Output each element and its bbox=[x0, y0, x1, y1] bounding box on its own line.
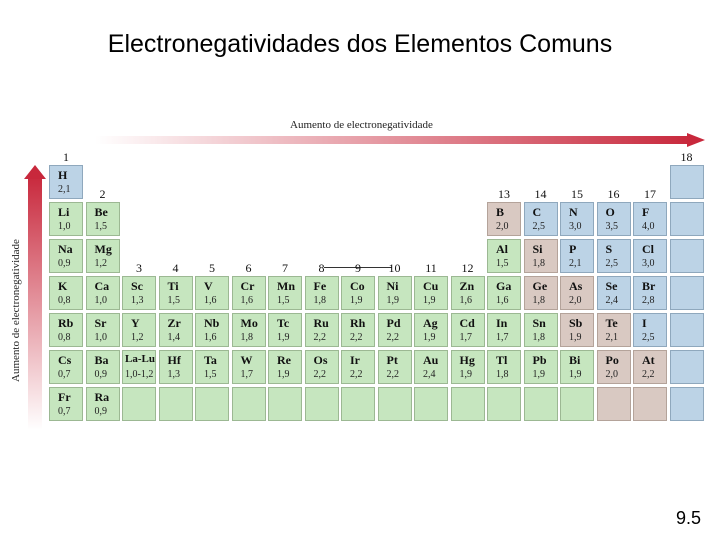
electronegativity-value: 1,6 bbox=[204, 332, 217, 343]
left-axis-label: Aumento de electronegatividade bbox=[10, 239, 22, 382]
element-symbol: Ir bbox=[350, 353, 360, 367]
element-symbol: Br bbox=[642, 279, 656, 293]
element-cell-as bbox=[560, 276, 594, 310]
electronegativity-value: 1,0 bbox=[58, 221, 71, 232]
empty-cell bbox=[232, 387, 266, 421]
group-label-7: 7 bbox=[282, 261, 288, 275]
element-cell-os bbox=[305, 350, 339, 384]
element-cell-ca bbox=[86, 276, 120, 310]
electronegativity-value: 1,9 bbox=[277, 332, 290, 343]
group-label-4: 4 bbox=[172, 261, 179, 275]
empty-cell bbox=[670, 165, 704, 199]
element-cell-hg bbox=[451, 350, 485, 384]
element-cell-zr bbox=[159, 313, 193, 347]
electronegativity-value: 1,7 bbox=[496, 332, 509, 343]
element-symbol: Pt bbox=[386, 353, 398, 367]
element-cell-fe bbox=[305, 276, 339, 310]
element-cell-li bbox=[49, 202, 83, 236]
electronegativity-value: 1,9 bbox=[423, 295, 436, 306]
group-label-10: 10 bbox=[388, 261, 401, 275]
empty-cell bbox=[597, 387, 631, 421]
electronegativity-value: 3,0 bbox=[569, 221, 582, 232]
group-label-15: 15 bbox=[571, 187, 583, 201]
element-symbol: Cl bbox=[642, 242, 654, 256]
element-symbol: Se bbox=[605, 279, 618, 293]
top-gradient-arrow bbox=[95, 133, 705, 147]
electronegativity-value: 1,9 bbox=[350, 295, 363, 306]
electronegativity-value: 1,9 bbox=[569, 369, 582, 380]
element-symbol: P bbox=[569, 242, 577, 256]
element-cell-hf bbox=[159, 350, 193, 384]
element-symbol: Hf bbox=[167, 353, 181, 367]
empty-cell bbox=[670, 387, 704, 421]
element-symbol: Zn bbox=[459, 279, 475, 293]
element-cell-sc bbox=[122, 276, 156, 310]
element-symbol: B bbox=[496, 205, 505, 219]
element-symbol: Cr bbox=[240, 279, 255, 293]
electronegativity-value: 1,8 bbox=[532, 332, 545, 343]
electronegativity-value: 1,6 bbox=[459, 295, 472, 306]
element-cell-tc bbox=[268, 313, 302, 347]
electronegativity-value: 1,0-1,2 bbox=[125, 369, 154, 380]
element-symbol: Mg bbox=[94, 242, 112, 256]
element-symbol: Nb bbox=[204, 316, 220, 330]
empty-cell bbox=[414, 387, 448, 421]
electronegativity-value: 2,2 bbox=[386, 369, 399, 380]
electronegativity-value: 2,2 bbox=[386, 332, 399, 343]
electronegativity-value: 0,7 bbox=[58, 369, 71, 380]
element-cell-h bbox=[49, 165, 83, 199]
electronegativity-value: 1,3 bbox=[167, 369, 180, 380]
electronegativity-value: 1,9 bbox=[569, 332, 582, 343]
element-cell-f bbox=[633, 202, 667, 236]
element-cell-c bbox=[524, 202, 558, 236]
element-cell-ti bbox=[159, 276, 193, 310]
electronegativity-value: 1,7 bbox=[240, 369, 253, 380]
electronegativity-value: 1,8 bbox=[313, 295, 326, 306]
element-cell-au bbox=[414, 350, 448, 384]
element-symbol: Be bbox=[94, 205, 108, 219]
element-cell-la-lu bbox=[122, 350, 156, 384]
element-cell-bi bbox=[560, 350, 594, 384]
element-symbol: O bbox=[605, 205, 615, 219]
element-symbol: Ti bbox=[167, 279, 179, 293]
electronegativity-value: 1,0 bbox=[94, 295, 107, 306]
element-cell-fr bbox=[49, 387, 83, 421]
element-symbol: Hg bbox=[459, 353, 475, 367]
electronegativity-value: 3,0 bbox=[642, 258, 655, 269]
element-cell-sn bbox=[524, 313, 558, 347]
empty-cell bbox=[159, 387, 193, 421]
element-cell-ag bbox=[414, 313, 448, 347]
empty-cell bbox=[341, 387, 375, 421]
empty-cell bbox=[305, 387, 339, 421]
element-cell-i bbox=[633, 313, 667, 347]
element-symbol: Mn bbox=[277, 279, 295, 293]
empty-cell bbox=[670, 202, 704, 236]
element-symbol: Ge bbox=[532, 279, 548, 293]
element-symbol: In bbox=[496, 316, 508, 330]
element-symbol: N bbox=[569, 205, 578, 219]
element-symbol: Cd bbox=[459, 316, 475, 330]
element-symbol: Cs bbox=[58, 353, 72, 367]
element-symbol: Sb bbox=[569, 316, 583, 330]
electronegativity-value: 0,7 bbox=[58, 406, 71, 417]
top-axis-label: Aumento de electronegatividade bbox=[290, 119, 433, 131]
electronegativity-value: 2,8 bbox=[642, 295, 655, 306]
electronegativity-value: 1,0 bbox=[94, 332, 107, 343]
electronegativity-value: 2,0 bbox=[569, 295, 582, 306]
electronegativity-value: 1,5 bbox=[496, 258, 509, 269]
element-symbol: Os bbox=[313, 353, 328, 367]
element-symbol: Si bbox=[532, 242, 543, 256]
element-cell-w bbox=[232, 350, 266, 384]
element-cell-nb bbox=[195, 313, 229, 347]
electronegativity-value: 1,2 bbox=[131, 332, 144, 343]
electronegativity-value: 2,1 bbox=[58, 184, 71, 195]
element-symbol: Y bbox=[131, 316, 140, 330]
element-symbol: Ba bbox=[94, 353, 109, 367]
electronegativity-value: 2,2 bbox=[350, 332, 363, 343]
element-cell-pb bbox=[524, 350, 558, 384]
electronegativity-value: 2,5 bbox=[532, 221, 545, 232]
electronegativity-value: 2,2 bbox=[313, 332, 326, 343]
electronegativity-value: 1,5 bbox=[204, 369, 217, 380]
element-symbol: K bbox=[58, 279, 68, 293]
element-cell-ge bbox=[524, 276, 558, 310]
element-cell-cd bbox=[451, 313, 485, 347]
element-symbol: Po bbox=[605, 353, 619, 367]
element-cell-ir bbox=[341, 350, 375, 384]
element-symbol: At bbox=[642, 353, 655, 367]
group-label-5: 5 bbox=[209, 261, 215, 275]
electronegativity-value: 2,2 bbox=[313, 369, 326, 380]
element-cell-mo bbox=[232, 313, 266, 347]
group-label-11: 11 bbox=[425, 261, 437, 275]
element-symbol: Ra bbox=[94, 390, 110, 404]
electronegativity-value: 1,6 bbox=[204, 295, 217, 306]
electronegativity-value: 2,5 bbox=[642, 332, 655, 343]
element-symbol: Re bbox=[277, 353, 291, 367]
element-symbol: Ni bbox=[386, 279, 399, 293]
group-label-9: 9 bbox=[355, 261, 361, 275]
element-cell-mn bbox=[268, 276, 302, 310]
element-symbol: S bbox=[605, 242, 613, 256]
electronegativity-value: 1,2 bbox=[94, 258, 107, 269]
element-symbol: Ru bbox=[313, 316, 329, 330]
group-label-17: 17 bbox=[644, 187, 656, 201]
group-label-6: 6 bbox=[245, 261, 252, 275]
element-symbol: W bbox=[240, 353, 253, 367]
electronegativity-value: 2,4 bbox=[605, 295, 618, 306]
electronegativity-value: 1,7 bbox=[459, 332, 472, 343]
element-cell-pt bbox=[378, 350, 412, 384]
electronegativity-value: 2,1 bbox=[569, 258, 582, 269]
element-symbol: Zr bbox=[167, 316, 181, 330]
electronegativity-value: 1,8 bbox=[532, 258, 545, 269]
electronegativity-value: 1,5 bbox=[167, 295, 180, 306]
empty-cell bbox=[560, 387, 594, 421]
electronegativity-value: 0,8 bbox=[58, 295, 71, 306]
element-symbol: Ag bbox=[423, 316, 438, 330]
element-symbol: Pd bbox=[386, 316, 401, 330]
electronegativity-value: 1,3 bbox=[131, 295, 144, 306]
electronegativity-value: 3,5 bbox=[605, 221, 618, 232]
element-cell-cl bbox=[633, 239, 667, 273]
element-symbol: Tc bbox=[277, 316, 290, 330]
element-symbol: Au bbox=[423, 353, 439, 367]
element-symbol: Fe bbox=[313, 279, 327, 293]
element-cell-mg bbox=[86, 239, 120, 273]
empty-cell bbox=[378, 387, 412, 421]
element-cell-in bbox=[487, 313, 521, 347]
element-cell-o bbox=[597, 202, 631, 236]
element-cell-rb bbox=[49, 313, 83, 347]
element-cell-n bbox=[560, 202, 594, 236]
element-cell-sr bbox=[86, 313, 120, 347]
element-cell-co bbox=[341, 276, 375, 310]
element-cell-po bbox=[597, 350, 631, 384]
element-cell-ni bbox=[378, 276, 412, 310]
group-label-2: 2 bbox=[99, 187, 106, 201]
element-cell-p bbox=[560, 239, 594, 273]
electronegativity-value: 2,5 bbox=[605, 258, 618, 269]
element-symbol: V bbox=[204, 279, 213, 293]
electronegativity-value: 2,2 bbox=[350, 369, 363, 380]
group-label-8: 8 bbox=[318, 261, 325, 275]
element-cell-cs bbox=[49, 350, 83, 384]
element-symbol: Pb bbox=[532, 353, 547, 367]
element-cell-te bbox=[597, 313, 631, 347]
element-cell-re bbox=[268, 350, 302, 384]
element-cell-al bbox=[487, 239, 521, 273]
electronegativity-value: 1,6 bbox=[496, 295, 509, 306]
element-symbol: Tl bbox=[496, 353, 508, 367]
element-symbol: Sn bbox=[532, 316, 546, 330]
empty-cell bbox=[670, 276, 704, 310]
electronegativity-value: 1,9 bbox=[386, 295, 399, 306]
element-cell-si bbox=[524, 239, 558, 273]
electronegativity-value: 1,4 bbox=[167, 332, 180, 343]
element-symbol: C bbox=[532, 205, 542, 219]
empty-cell bbox=[633, 387, 667, 421]
electronegativity-value: 2,2 bbox=[642, 369, 655, 380]
element-cell-s bbox=[597, 239, 631, 273]
electronegativity-value: 1,9 bbox=[423, 332, 436, 343]
element-symbol: Ca bbox=[94, 279, 110, 293]
element-cell-ba bbox=[86, 350, 120, 384]
element-symbol: Li bbox=[58, 205, 70, 219]
element-cell-k bbox=[49, 276, 83, 310]
electronegativity-value: 1,9 bbox=[459, 369, 472, 380]
electronegativity-value: 2,0 bbox=[605, 369, 618, 380]
electronegativity-value: 1,9 bbox=[532, 369, 545, 380]
element-cell-cu bbox=[414, 276, 448, 310]
electronegativity-value: 0,8 bbox=[58, 332, 71, 343]
electronegativity-value: 2,0 bbox=[496, 221, 509, 232]
group-label-16: 16 bbox=[607, 187, 620, 201]
electronegativity-value: 0,9 bbox=[58, 258, 71, 269]
element-symbol: Ga bbox=[496, 279, 512, 293]
element-symbol: Rh bbox=[350, 316, 366, 330]
element-symbol: Bi bbox=[569, 353, 581, 367]
element-cell-v bbox=[195, 276, 229, 310]
empty-cell bbox=[122, 387, 156, 421]
electronegativity-value: 0,9 bbox=[94, 369, 107, 380]
slide-number: 9.5 bbox=[676, 508, 702, 528]
element-cell-tl bbox=[487, 350, 521, 384]
empty-cell bbox=[670, 350, 704, 384]
empty-cell bbox=[195, 387, 229, 421]
element-cell-be bbox=[86, 202, 120, 236]
electronegativity-value: 1,9 bbox=[277, 369, 290, 380]
element-symbol: Cu bbox=[423, 279, 439, 293]
element-cell-se bbox=[597, 276, 631, 310]
element-symbol: Rb bbox=[58, 316, 74, 330]
element-cell-ga bbox=[487, 276, 521, 310]
element-cell-pd bbox=[378, 313, 412, 347]
element-symbol: As bbox=[569, 279, 583, 293]
left-gradient-arrow bbox=[24, 165, 46, 430]
electronegativity-value: 2,4 bbox=[423, 369, 436, 380]
empty-cell bbox=[451, 387, 485, 421]
empty-cell bbox=[268, 387, 302, 421]
electronegativity-value: 1,8 bbox=[496, 369, 509, 380]
group-label-14: 14 bbox=[534, 187, 547, 201]
element-cell-rh bbox=[341, 313, 375, 347]
electronegativity-value: 1,8 bbox=[240, 332, 253, 343]
element-symbol: Co bbox=[350, 279, 365, 293]
electronegativity-value: 1,5 bbox=[94, 221, 107, 232]
element-cell-sb bbox=[560, 313, 594, 347]
element-symbol: F bbox=[642, 205, 650, 219]
element-symbol: H bbox=[58, 168, 68, 182]
element-cell-at bbox=[633, 350, 667, 384]
empty-cell bbox=[670, 239, 704, 273]
empty-cell bbox=[670, 313, 704, 347]
group-label-12: 12 bbox=[461, 261, 474, 275]
element-symbol: Na bbox=[58, 242, 73, 256]
element-symbol: Fr bbox=[58, 390, 71, 404]
element-symbol: Mo bbox=[240, 316, 258, 330]
group-label-3: 3 bbox=[136, 261, 142, 275]
electronegativity-value: 2,1 bbox=[605, 332, 618, 343]
electronegativity-value: 1,8 bbox=[532, 295, 545, 306]
element-cell-cr bbox=[232, 276, 266, 310]
element-cell-b bbox=[487, 202, 521, 236]
electronegativity-value: 1,5 bbox=[277, 295, 290, 306]
element-cell-zn bbox=[451, 276, 485, 310]
element-cell-ra bbox=[86, 387, 120, 421]
group-label-18: 18 bbox=[680, 150, 693, 164]
electronegativity-value: 0,9 bbox=[94, 406, 107, 417]
electronegativity-value: 1,6 bbox=[240, 295, 253, 306]
electronegativity-value: 4,0 bbox=[642, 221, 655, 232]
element-symbol: Ta bbox=[204, 353, 217, 367]
element-symbol: Te bbox=[605, 316, 618, 330]
slide-title: Electronegatividades dos Elementos Comuns bbox=[107, 30, 613, 58]
element-symbol: Sc bbox=[131, 279, 143, 293]
empty-cell bbox=[524, 387, 558, 421]
group-label-13: 13 bbox=[498, 187, 510, 201]
element-cell-ta bbox=[195, 350, 229, 384]
group-label-1: 1 bbox=[63, 150, 69, 164]
element-cell-br bbox=[633, 276, 667, 310]
element-symbol: La-Lu bbox=[125, 353, 155, 365]
element-cell-y bbox=[122, 313, 156, 347]
element-symbol: I bbox=[642, 316, 647, 330]
element-symbol: Al bbox=[496, 242, 508, 256]
empty-cell bbox=[487, 387, 521, 421]
element-cell-na bbox=[49, 239, 83, 273]
element-symbol: Sr bbox=[94, 316, 107, 330]
element-cell-ru bbox=[305, 313, 339, 347]
